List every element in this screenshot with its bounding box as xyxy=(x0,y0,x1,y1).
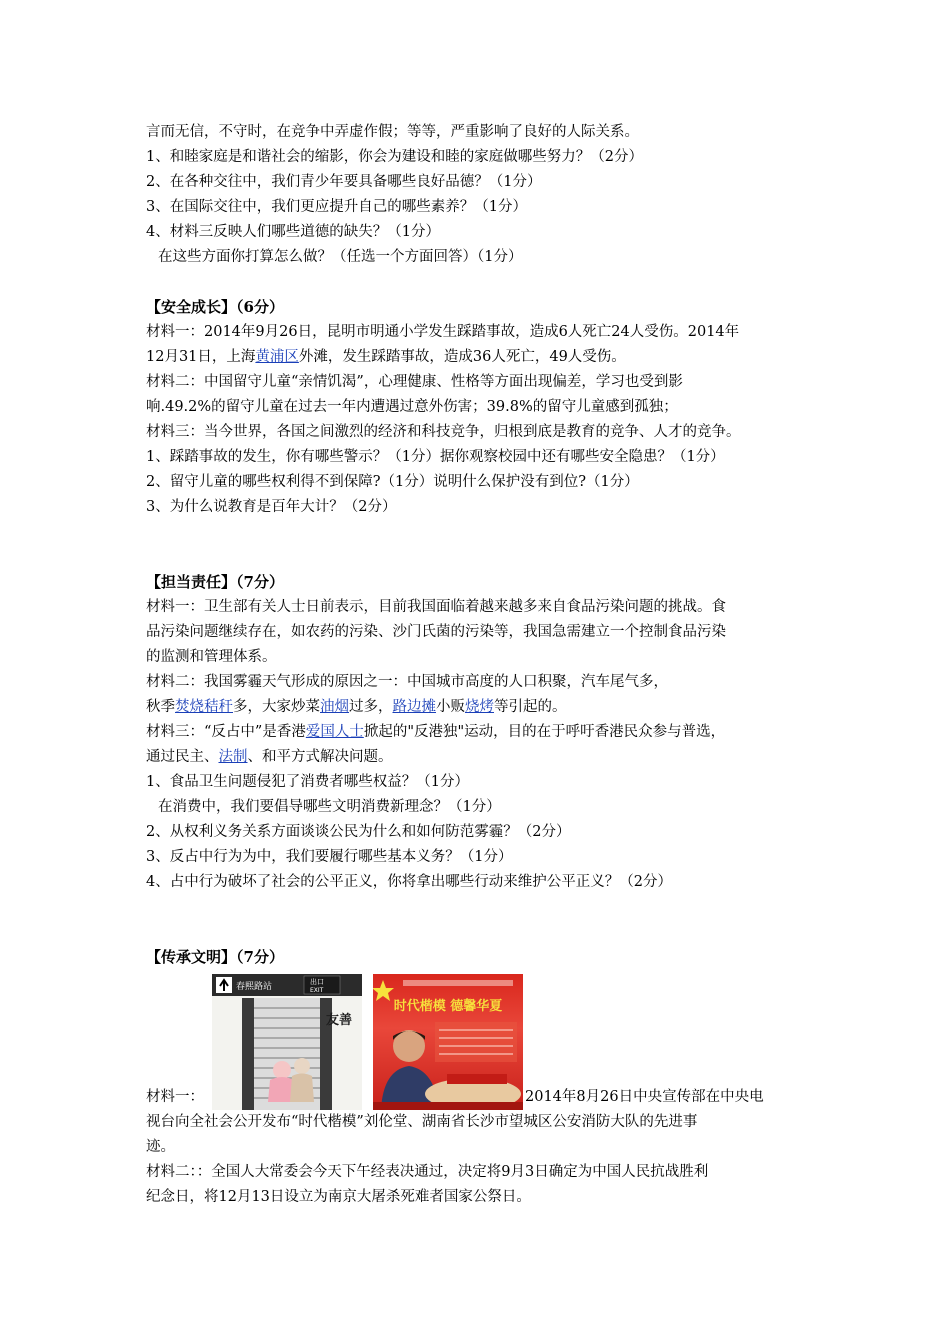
civil-heading: 【传承文明】（7分） xyxy=(146,948,284,966)
link-street-stall[interactable]: 路边摊 xyxy=(392,699,436,715)
safety-question-3: 3、为什么说教育是百年大计？（2分） xyxy=(146,499,397,515)
duty-material-3b: 通过民主、法制、和平方式解决问题。 xyxy=(146,749,393,765)
link-barbecue[interactable]: 烧烤 xyxy=(465,699,494,715)
safety-heading: 【安全成长】（6分） xyxy=(146,298,284,316)
question-family-4b: 在这些方面你打算怎么做？（任选一个方面回答）（1分） xyxy=(158,249,523,265)
document-page xyxy=(146,120,816,1210)
safety-material-2a: 材料二：中国留守儿童“亲情饥渴”，心理健康、性格等方面出现偏差，学习也受到影 xyxy=(146,374,683,390)
duty-material-2a: 材料二：我国雾霾天气形成的原因之一：中国城市高度的人口积聚，汽车尾气多， xyxy=(146,674,668,690)
duty-material-1c: 的监测和管理体系。 xyxy=(146,649,277,665)
duty-material-1a: 材料一：卫生部有关人士日前表示，目前我国面临着越来越多来自食品污染问题的挑战。食 xyxy=(146,599,726,615)
question-family-4: 4、材料三反映人们哪些道德的缺失？（1分） xyxy=(146,224,440,240)
duty-question-3: 3、反占中行为为中，我们要履行哪些基本义务？（1分） xyxy=(146,849,513,865)
duty-question-1b: 在消费中，我们要倡导哪些文明消费新理念？（1分） xyxy=(158,799,501,815)
intro-line: 言而无信，不守时，在竞争中弄虚作假；等等，严重影响了良好的人际关系。 xyxy=(146,124,639,140)
link-patriots[interactable]: 爱国人士 xyxy=(305,724,364,740)
link-rule-of-law[interactable]: 法制 xyxy=(218,749,248,765)
link-oil-smoke[interactable]: 油烟 xyxy=(320,699,349,715)
link-straw-burning[interactable]: 焚烧秸秆 xyxy=(175,699,233,715)
duty-question-2: 2、从权利义务关系方面谈谈公民为什么和如何防范雾霾？（2分） xyxy=(146,824,571,840)
escalator-illustration xyxy=(212,974,362,1110)
safety-question-2: 2、留守儿童的哪些权利得不到保障?（1分）说明什么保护没有到位?（1分） xyxy=(146,474,639,490)
civil-material-1-label: 材料一： xyxy=(146,1089,204,1105)
question-family-3: 3、在国际交往中，我们更应提升自己的哪些素养？（1分） xyxy=(146,199,527,215)
safety-material-3: 材料三：当今世界，各国之间激烈的经济和科技竞争，归根到底是教育的竞争、人才的竞争。 xyxy=(146,424,741,440)
link-huangpu[interactable]: 黄浦区 xyxy=(255,349,299,365)
duty-material-3a: 材料三：“反占中”是香港爱国人士掀起的"反港独"运动，目的在于呼吁香港民众参与普选， xyxy=(146,724,726,740)
kindness-word: 友善 xyxy=(326,1013,353,1028)
duty-question-4: 4、占中行为破坏了社会的公平正义，你将拿出哪些行动来维护公平正义？（2分） xyxy=(146,874,672,890)
question-family-1: 1、和睦家庭是和谐社会的缩影，你会为建设和睦的家庭做哪些努力？（2分） xyxy=(146,149,643,165)
civil-material-1c: 迹。 xyxy=(146,1139,175,1155)
civil-material-1-after: 2014年8月26日中央宣传部在中央电 xyxy=(525,1089,764,1105)
poster-illustration xyxy=(373,974,523,1110)
station-sign-text: 春熙路站 xyxy=(236,982,273,992)
civil-material-2b: 纪念日，将12月13日设立为南京大屠杀死难者国家公祭日。 xyxy=(146,1189,531,1205)
safety-material-1b: 12月31日，上海黄浦区外滩，发生踩踏事故，造成36人死亡，49人受伤。 xyxy=(146,349,626,365)
safety-material-2b: 响.49.2%的留守儿童在过去一年内遭遇过意外伤害；39.8%的留守儿童感到孤独； xyxy=(146,399,678,415)
civil-material-2a: 材料二：：全国人大常委会今天下午经表决通过，决定将9月3日确定为中国人民抗战胜利 xyxy=(146,1164,709,1180)
exit-sign-cn: 出口 xyxy=(310,978,324,986)
civil-material-1b: 视台向全社会公开发布“时代楷模”刘伦堂、湖南省长沙市望城区公安消防大队的先进事 xyxy=(146,1114,698,1130)
duty-question-1: 1、食品卫生问题侵犯了消费者哪些权益？（1分） xyxy=(146,774,469,790)
duty-material-1b: 品污染问题继续存在，如农药的污染、沙门氏菌的污染等，我国急需建立一个控制食品污染 xyxy=(146,624,726,640)
duty-heading: 【担当责任】（7分） xyxy=(146,573,284,591)
exit-sign-en: EXIT xyxy=(310,987,324,994)
question-family-2: 2、在各种交往中，我们青少年要具备哪些良好品德？（1分） xyxy=(146,174,542,190)
civil-material-1-row xyxy=(146,970,816,1110)
model-of-era-poster xyxy=(373,974,523,1110)
poster-title: 时代楷模 德馨华夏 xyxy=(393,999,503,1014)
duty-material-2b: 秋季焚烧秸秆多，大家炒菜油烟过多，路边摊小贩烧烤等引起的。 xyxy=(146,699,567,715)
safety-question-1: 1、踩踏事故的发生，你有哪些警示？（1分）据你观察校园中还有哪些安全隐患？（1分） xyxy=(146,449,725,465)
escalator-kindness-image xyxy=(212,974,362,1110)
safety-material-1a: 材料一：2014年9月26日，昆明市明通小学发生踩踏事故，造成6人死亡24人受伤。2014年 xyxy=(146,324,740,340)
